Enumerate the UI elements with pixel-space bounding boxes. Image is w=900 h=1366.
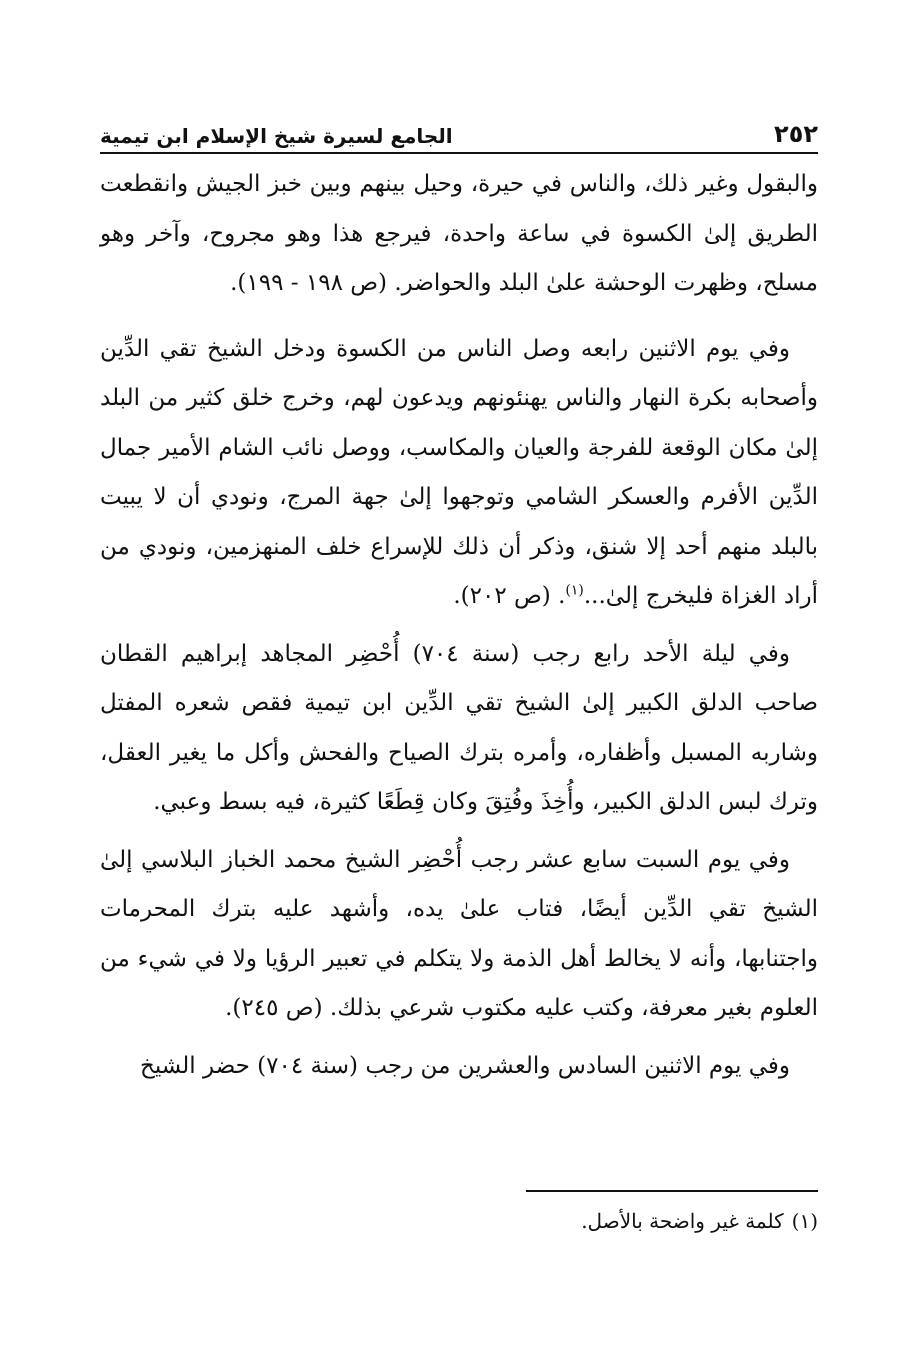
paragraph-text: وفي ليلة الأحد رابع رجب (سنة ٧٠٤) أُحْضِر المجاهد إبراهيم القطان صاحب الدلق الكبير إلىٰ الشيخ تقي الدِّين ابن تيمية فقص شعره المفتل وشاربه المسبل وأظفاره، وأمره بترك الصياح والفحش وأكل ما يغير العقل، وترك لبس الدلق الكبير، وأُخِذَ وفُتِقَ وكان قِطَعًا كثيرة، فيه بسط وعبي. bbox=[100, 640, 818, 815]
footnote-reference[interactable]: (١) bbox=[565, 582, 584, 599]
book-title: الجامع لسيرة شيخ الإسلام ابن تيمية bbox=[100, 124, 453, 148]
page-number: ٢٥٢ bbox=[774, 120, 818, 148]
paragraph-text: وفي يوم الاثنين رابعه وصل الناس من الكسوة ودخل الشيخ تقي الدِّين وأصحابه بكرة النهار والناس يهنئونهم ويدعون لهم، وخرج خلق كثير من البلد إلىٰ مكان الوقعة للفرجة والعيان والمكاسب، ووصل نائب الشام الأمير جمال الدِّين الأفرم والعسكر الشامي وتوجهوا إلىٰ جهة المرج، ونودي أن لا يبيت بالبلد منهم أحد إلا شنق، وذكر أن ذلك للإسراع خلف المنهزمين، ونودي من أراد الغزاة فليخرج إلىٰ... bbox=[100, 335, 818, 609]
paragraph-text: وفي يوم الاثنين السادس والعشرين من رجب (سنة ٧٠٤) حضر الشيخ bbox=[139, 1052, 790, 1079]
footnote bbox=[100, 1206, 818, 1236]
paragraph-monday-26-rajab bbox=[100, 1042, 818, 1092]
paragraph-ibrahim-qattan bbox=[100, 630, 818, 828]
paragraph-tail: . (ص ٢٠٢). bbox=[453, 583, 566, 609]
footnote-number: (١) bbox=[791, 1209, 818, 1233]
paragraph-monday-return bbox=[100, 325, 818, 622]
footnote-divider bbox=[526, 1190, 818, 1192]
paragraph-muhammad-khabbaz bbox=[100, 836, 818, 1034]
footnote-text: كلمة غير واضحة بالأصل. bbox=[581, 1209, 784, 1233]
paragraph-continuation bbox=[100, 160, 818, 309]
running-header bbox=[100, 108, 818, 154]
paragraph-text: وفي يوم السبت سابع عشر رجب أُحْضِر الشيخ محمد الخباز البلاسي إلىٰ الشيخ تقي الدِّين أيضًا، فتاب علىٰ يده، وأشهد عليه بترك المحرمات واجتنابها، وأنه لا يخالط أهل الذمة ولا يتكلم في تعبير الرؤيا ولا في شيء من العلوم بغير معرفة، وكتب عليه مكتوب شرعي بذلك. (ص ٢٤٥). bbox=[100, 846, 818, 1021]
paragraph-text: والبقول وغير ذلك، والناس في حيرة، وحيل بينهم وبين خبز الجيش وانقطعت الطريق إلىٰ الكسوة في ساعة واحدة، فيرجع هذا وهو مجروح، وآخر وهو مسلح، وظهرت الوحشة علىٰ البلد والحواضر. (ص ١٩٨ - ١٩٩). bbox=[100, 171, 818, 296]
body-text bbox=[100, 160, 818, 1091]
